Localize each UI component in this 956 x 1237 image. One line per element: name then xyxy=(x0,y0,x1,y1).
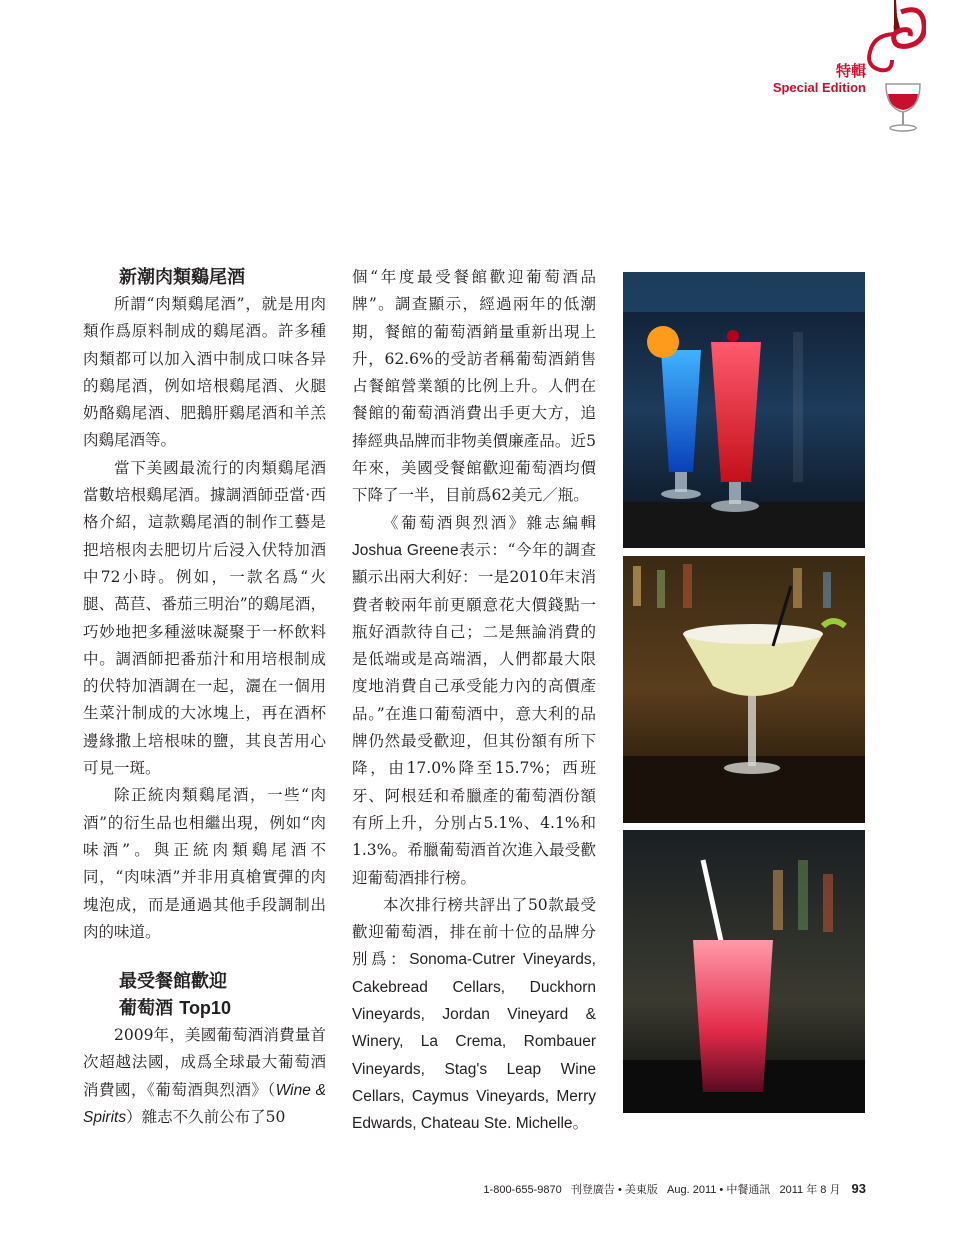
heading-line: 最受餐館歡迎 xyxy=(119,971,227,993)
text-run: 表示：“今年的調查顯示出兩大利好：一是2010年末消費者較兩年前更願意花大價錢點一瓶好酒款待自己；二是無論消費的是低端或是高端酒，人們都最大限度地消費自己承受能力內的高價產品。”在進口葡萄酒中，意大利的品牌仍然最受歡迎，但其份額有所下降，由17.0%降至15.7%；西班牙、阿根廷和希臘產的葡萄酒份額有所上升，分別占5.1%、4.1%和1.3%。希臘葡萄酒首次進入最受歡迎葡萄酒排行榜。 xyxy=(352,540,596,887)
footer-publication: 中餐通訊 xyxy=(726,1184,771,1196)
paragraph xyxy=(83,1022,326,1131)
cocktail-photo-margarita xyxy=(623,556,865,823)
paragraph: 所謂“肉類鷄尾酒”，就是用肉類作爲原料制成的鷄尾酒。許多種肉類都可以加入酒中制成口味各异的鷄尾酒，例如培根鷄尾酒、火腿奶酪鷄尾酒、肥鵝肝鷄尾酒和羊羔肉鷄尾酒等。 xyxy=(83,295,326,450)
paragraph: 除正統肉類鷄尾酒，一些“肉酒”的衍生品也相繼出現，例如“肉味酒”。與正統肉類鷄尾酒不同，“肉味酒”并非用真槍實彈的肉塊泡成，而是通過其他手段調制出肉的味道。 xyxy=(83,786,326,941)
footer-advertising: 刊登廣告 • 美東版 xyxy=(570,1184,658,1196)
paragraph: 當下美國最流行的肉類鷄尾酒當數培根鷄尾酒。據調酒師亞當·西格介紹，這款鷄尾酒的制作工藝是把培根肉去肥切片后浸入伏特加酒中72小時。例如，一款名爲“火腿、萵苣、番茄三明治”的鷄尾酒，巧妙地把多種滋味凝聚于一杯飲料中。調酒師把番茄汁和用培根制成的伏特加酒調在一起，灑在一個用生菜汁制成的大冰塊上，再在酒杯邊緣撒上培根味的鹽，其良苦用心可見一斑。 xyxy=(83,458,326,778)
section-tag-english: Special Edition xyxy=(772,80,866,95)
footer-issue-english: Aug. 2011 • xyxy=(667,1184,724,1196)
paragraph: 個“年度最受餐館歡迎葡萄酒品牌”。調查顯示，經過兩年的低潮期，餐館的葡萄酒銷量重新出現上升，62.6%的受訪者稱葡萄酒銷售占餐館營業額的比例上升。人們在餐館的葡萄酒消費出手更大方，追捧經典品牌而非物美價廉產品。近5年來，美國受餐館歡迎葡萄酒均價下降了一半，目前爲62美元／瓶。 xyxy=(352,268,596,505)
page-footer xyxy=(442,1181,866,1197)
heading-top10-wines xyxy=(119,968,326,1022)
paragraph xyxy=(352,892,596,1138)
heading-top10-label: Top10 xyxy=(179,998,231,1019)
paragraph xyxy=(352,510,596,892)
heading-meat-cocktails: 新潮肉類鷄尾酒 xyxy=(119,267,245,288)
section-tag-chinese: 特輯 xyxy=(835,62,866,80)
heading-line: 葡萄酒 xyxy=(119,998,180,1020)
wine-glass-logo-icon xyxy=(856,0,926,135)
text-run: 2009年，美國葡萄酒消費量首次超越法國，成爲全球最大葡萄酒消費國，《葡萄酒與烈酒》（ xyxy=(83,1026,326,1099)
footer-phone: 1-800-655-9870 xyxy=(483,1184,562,1196)
right-article-column xyxy=(352,264,596,1138)
text-run: 本次排行榜共評出了50款最受歡迎葡萄酒，排在前十位的品牌分別爲： xyxy=(352,895,596,969)
text-run: ）雜志不久前公布了50 xyxy=(126,1108,286,1127)
page-number: 93 xyxy=(851,1181,866,1196)
text-run: 。 xyxy=(572,1114,589,1133)
cocktail-photo-blue-red xyxy=(623,272,865,548)
brand-list: Sonoma-Cutrer Vineyards, Cakebread Cellars, Duckhorn Vineyards, Jordan Vineyard & Winery, La Crema, Rombauer Vineyards, Stag's Leap Wine Cellars, Caymus Vineyards, Merry Edwards, Chateau Ste. Michelle xyxy=(352,951,596,1133)
editor-name: Joshua Greene xyxy=(352,541,459,559)
left-article-column xyxy=(83,264,326,1131)
footer-issue-chinese: 2011 年 8 月 xyxy=(779,1184,841,1196)
cocktail-photo-red-highball xyxy=(623,830,865,1113)
magazine-name: Wine & Spirits xyxy=(83,1081,326,1127)
text-run: 《葡萄酒與烈酒》雜志編輯 xyxy=(383,513,596,532)
